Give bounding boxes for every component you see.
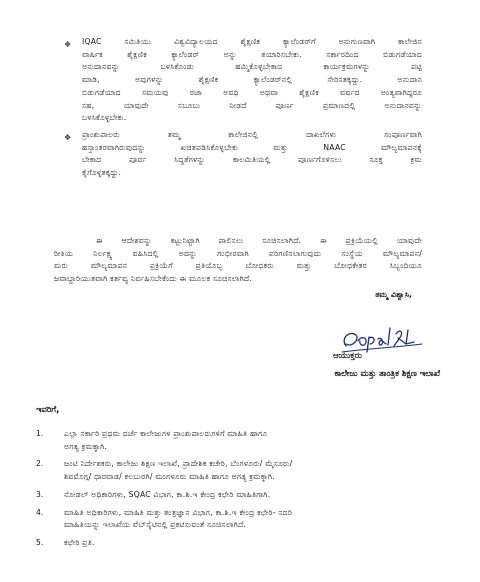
diamond-bullet-icon: ❖ xyxy=(64,40,72,49)
item-line: ಅಗತ್ಯ ಕ್ರಮಕ್ಕಾಗಿ. xyxy=(64,441,108,451)
instruction-bullets xyxy=(62,36,422,184)
item-number: 1. xyxy=(36,429,44,438)
recipients-heading: ಇವರಿಗೆ, xyxy=(36,404,60,414)
bullet-line: ವಾರ್ಷಿಕ ಶೈಕ್ಷಣಿಕ ಕ್ಯಾಲೆಂಡರ್ ಅನ್ನು ತಯಾರಿಸಬೇಕು. ಸರ್ಕಾರದಿಂದ ಬಿಡುಗಡೆಯಾದ xyxy=(82,49,422,59)
paragraph-line: ಈ ಆದೇಶವನ್ನು ಕಟ್ಟುನಿಟ್ಟಾಗಿ ಪಾಲಿಸಲು ಸೂಚಿಸಲಾಗಿದೆ. ಈ ಪ್ರಕ್ರಿಯೆಯಲ್ಲಿ ಯಾವುದೇ xyxy=(96,236,422,245)
instruction-paragraph xyxy=(54,235,422,286)
yours-faithfully: ತಮ್ಮ ವಿಶ್ವಾಸಿ, xyxy=(375,290,412,299)
diamond-bullet-icon: ❖ xyxy=(64,132,72,142)
paragraph-line: ಜವಾಬ್ದಾರಿಯುತವಾಗಿ ಕರ್ತವ್ಯ ನಿರ್ವಹಿಸಬೇಕೆಂದು ಈ ಮೂಲಕ ಸೂಚಿಸಲಾಗಿದೆ. xyxy=(54,274,253,284)
bullet-line: ಪ್ರಾಂಶುಪಾಲರು ತಮ್ಮ ಕಾಲೇಜಿನಲ್ಲಿ ದಾಖಲೆಗಳು ಸಂಪೂರ್ಣವಾಗಿ xyxy=(82,129,422,139)
item-line: ಶಿವಮೊಗ್ಗ/ ಧಾರವಾಡ/ ಕಲಬುರಗಿ/ ಮಂಗಳೂರು ಮಾಹಿತಿ ಹಾಗೂ ಅಗತ್ಯ ಕ್ರಮಕ್ಕಾಗಿ. xyxy=(64,472,275,482)
designation: ಆಯುಕ್ತರು xyxy=(333,350,362,360)
list-item xyxy=(36,458,436,483)
bullet-line: ಸಹ, ಯಾವುದೇ ಸಬೂಬು ನೀಡದೆ ಪೂರ್ಣ ಪ್ರಮಾಣದಲ್ಲಿ ಅನುದಾನವನ್ನು xyxy=(82,100,422,110)
bullet-line: ಬಳಸಿಕೊಳ್ಳಬೇಕು. xyxy=(82,113,127,123)
recipients-list xyxy=(36,428,436,555)
item-number: 5. xyxy=(36,537,44,547)
bullet-line: ಮಾಡಿ, ಅವುಗಳನ್ನು ಶೈಕ್ಷಣಿಕ ಕ್ಯಾಲೆಂಡರ್‌ನಲ್ಲಿ ಸೇರಿಸತಕ್ಕದ್ದು. ಅನುದಾನ xyxy=(82,75,422,85)
list-item xyxy=(36,537,436,550)
item-line: ಜಂಟಿ ನಿರ್ದೇಶಕರು, ಕಾಲೇಜು ಶಿಕ್ಷಣ ಇಲಾಖೆ, ಪ್ರಾದೇಶಿಕ ಕಚೇರಿ, ಬೆಂಗಳೂರು/ ಮೈಸೂರು/ xyxy=(64,459,293,469)
department-name: ಕಾಲೇಜು ಮತ್ತು ತಾಂತ್ರಿಕ ಶಿಕ್ಷಣ ಇಲಾಖೆ xyxy=(334,368,440,378)
bullet-line: ಕೈಗೊಳ್ಳತಕ್ಕದ್ದು. xyxy=(82,168,122,178)
item-number: 4. xyxy=(36,507,44,517)
item-line: ಎಲ್ಲಾ ಸರ್ಕಾರಿ ಪ್ರಥಮ ದರ್ಜೆ ಕಾಲೇಜುಗಳ ಪ್ರಾಂಶುಪಾಲರುಗಳಿಗೆ ಮಾಹಿತಿ ಹಾಗೂ xyxy=(64,429,268,438)
list-item xyxy=(36,428,436,453)
item-line: ನೋಡಲ್ ಅಧಿಕಾರಿಗಳು, SQAC ವಿಭಾಗ, ಕಾ.ಶಿ.ಇ ಕೇಂದ್ರ ಕಛೇರಿ ಮಾಹಿತಿಗಾಗಿ. xyxy=(64,489,271,499)
item-number: 2. xyxy=(36,459,44,469)
bullet-line: ಬೇಕಾದ ಪೂರ್ವ ಸಿದ್ಧತೆಗಳನ್ನು ಕಾಲಮಿತಿಯಲ್ಲಿ ಪೂರ್ಣಗೊಳಿಸಲು ಸೂಕ್ತ ಕ್ರಮ xyxy=(82,155,422,165)
item-number: 3. xyxy=(36,489,44,499)
list-item xyxy=(36,507,436,532)
paragraph-line: ಮರು ಮೌಲ್ಯಮಾಪನ ಪ್ರಕ್ರಿಯೆಗೆ ಪ್ರತಿಯೊಬ್ಬ ಬೋಧಕರು ಮತ್ತು ಬೋಧಕೇತರ ಸಿಬ್ಬಂದಿಯೂ xyxy=(54,261,422,271)
item-line: ಮಾಹಿತಿ ಅಧಿಕಾರಿಗಳು, ಮಾಹಿತಿ ಮತ್ತು ತಂತ್ರಜ್ಞಾನ ವಿಭಾಗ, ಕಾ.ಶಿ.ಇ ಕೇಂದ್ರ ಕಛೇರಿ- ಸದರಿ xyxy=(64,507,293,517)
list-item xyxy=(36,489,436,502)
bullet-item xyxy=(62,36,422,125)
item-line: ಕಛೇರಿ ಪ್ರತಿ. xyxy=(64,537,95,547)
bullet-line: ಹಸ್ತಾಂತರವಾಗಿರುವುದನ್ನು ಖಚಿತಪಡಿಸಿಕೊಳ್ಳಬೇಕು ಮತ್ತು NAAC ಮೌಲ್ಯಮಾಪನಕ್ಕೆ xyxy=(82,142,422,152)
bullet-item xyxy=(62,129,422,180)
bullet-line: ಅನುದಾನವನ್ನು ಬಳಸಿಕೊಂಡು ಹಮ್ಮಿಕೊಳ್ಳಬೇಕಾದ ಕಾರ್ಯಕ್ರಮಗಳನ್ನು ಪಟ್ಟಿ xyxy=(82,62,422,72)
bullet-line: IQAC ಸಮಿತಿಯು ವಿಶ್ವವಿದ್ಯಾಲಯದ ಶೈಕ್ಷಣಿಕ ಕ್ಯಾಲೆಂಡರ್‌ಗೆ ಅನುಗುಣವಾಗಿ ಕಾಲೇಜಿನ xyxy=(82,37,422,46)
bullet-line: ಬಿಡುಗಡೆಯಾದ ಸಮಯವು ರಜಾ ಅವಧಿ ಅಥವಾ ಶೈಕ್ಷಣಿಕ ವರ್ಷದ ಅಂತ್ಯವಾಗಿದ್ದರೂ xyxy=(82,87,422,97)
paragraph-line: ರೀತಿಯ ನಿರ್ಲಕ್ಷ್ಯ ವಹಿಸಿದಲ್ಲಿ ಅದನ್ನು ಗಂಭೀರವಾಗಿ ಪರಿಗಣಿಸಲಾಗುವುದು ಸಂಸ್ಥೆಯ ಮೌಲ್ಯಮಾಪನ/ xyxy=(54,248,422,258)
item-line: ಮಾಹಿತಿಯನ್ನು ಇಲಾಖೆಯ ವೆಬ್‌ಸೈಟಿನಲ್ಲಿ ಪ್ರಕಟಿಸುವಂತೆ ಸೂಚಿಸಲಾಗಿದೆ. xyxy=(64,520,247,530)
